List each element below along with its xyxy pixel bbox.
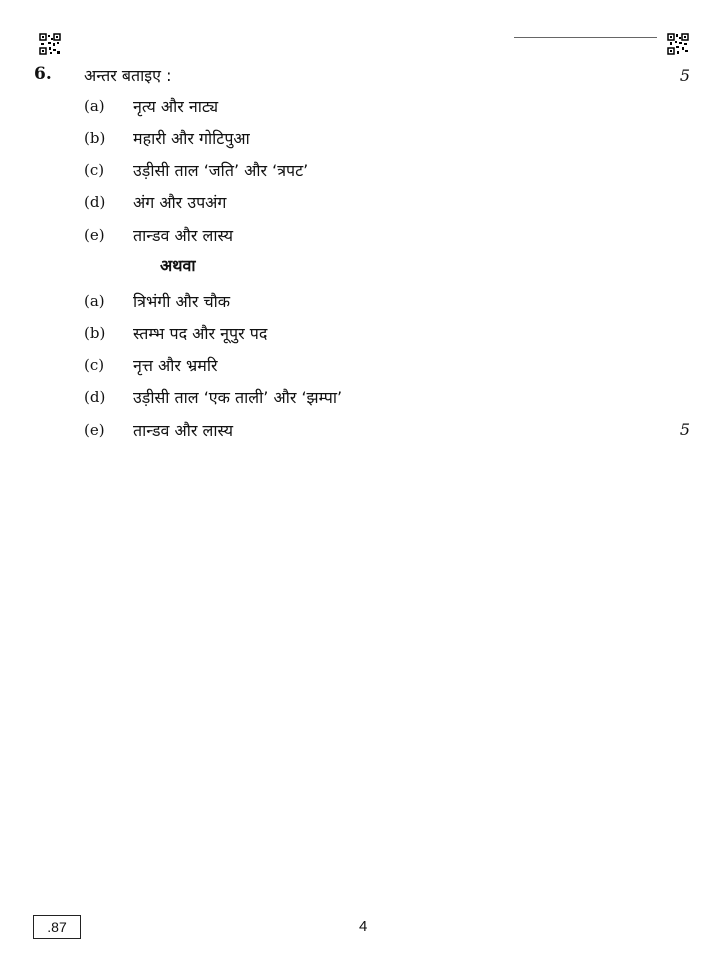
option-text: तान्डव और लास्य <box>133 226 234 245</box>
option-text: तान्डव और लास्य <box>133 421 234 440</box>
or-separator: अथवा <box>160 256 196 275</box>
paper-code: .87 <box>47 919 67 935</box>
option-text: उड़ीसी ताल ‘एक ताली’ और ‘झम्पा’ <box>133 388 343 407</box>
option-label: (a) <box>84 97 105 115</box>
option-text: नृत्त और भ्रमरि <box>133 356 218 375</box>
option-text: स्तम्भ पद और नूपुर पद <box>133 324 268 343</box>
option-label: (c) <box>84 356 105 374</box>
option-text: त्रिभंगी और चौक <box>133 292 231 311</box>
option-text: अंग और उपअंग <box>133 193 227 212</box>
paper-code-box <box>33 915 81 939</box>
question-number: 6. <box>34 64 52 84</box>
page-number: 4 <box>359 918 368 935</box>
header-rule <box>514 37 657 38</box>
marks-bottom: 5 <box>679 420 690 439</box>
option-label: (d) <box>84 388 106 406</box>
qr-code-icon <box>667 33 689 55</box>
option-label: (e) <box>84 226 105 244</box>
option-label: (b) <box>84 324 106 342</box>
option-text: महारी और गोटिपुआ <box>133 129 250 148</box>
option-label: (b) <box>84 129 106 147</box>
qr-code-icon <box>39 33 61 55</box>
option-label: (e) <box>84 421 105 439</box>
marks-top: 5 <box>679 66 690 85</box>
option-label: (c) <box>84 161 105 179</box>
option-text: उड़ीसी ताल ‘जति’ और ‘त्रपट’ <box>133 161 309 180</box>
question-prompt: अन्तर बताइए : <box>84 66 172 85</box>
option-text: नृत्य और नाट्य <box>133 97 219 116</box>
option-label: (a) <box>84 292 105 310</box>
option-label: (d) <box>84 193 106 211</box>
